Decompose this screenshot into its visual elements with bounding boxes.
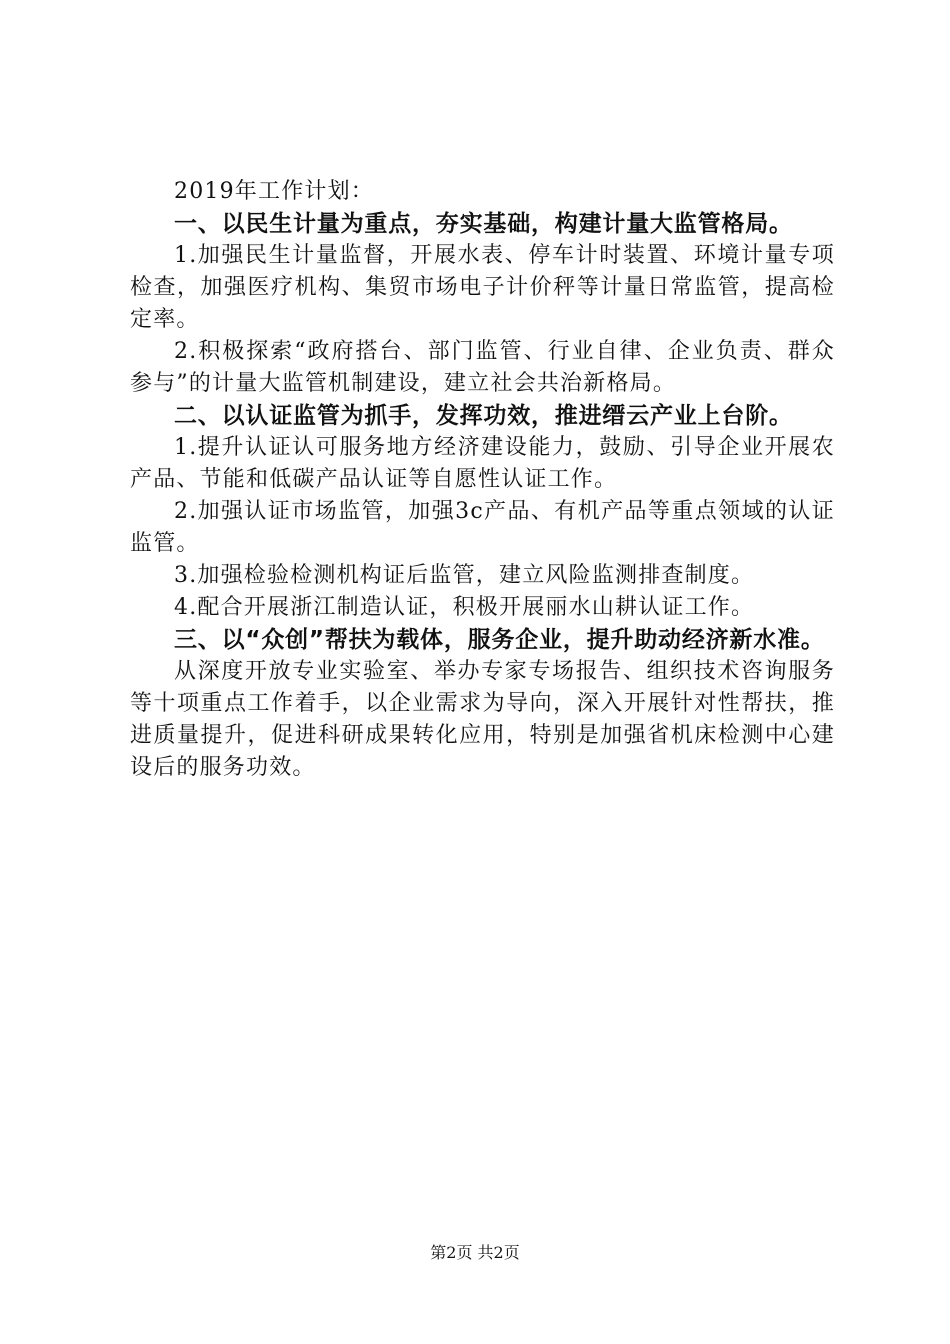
section-2-item-4: 4.配合开展浙江制造认证，积极开展丽水山耕认证工作。	[174, 595, 755, 620]
section-1-item-2: 2.积极探索“政府搭台、部门监管、行业自律、企业负责、群众参与”的计量大监管机制建设，建立社会共治新格局。	[130, 339, 835, 396]
intro-line: 2019年工作计划：	[174, 179, 374, 204]
document-body	[130, 176, 835, 784]
section-heading-1: 一、以民生计量为重点，夯实基础，构建计量大监管格局。	[174, 211, 793, 237]
section-2-item-3: 3.加强检验检测机构证后监管，建立风险监测排查制度。	[174, 563, 755, 588]
section-1-item-1: 1.加强民生计量监督，开展水表、停车计时装置、环境计量专项检查，加强医疗机构、集贸市场电子计价秤等计量日常监管，提高检定率。	[130, 243, 835, 332]
section-heading-2: 二、以认证监管为抓手，发挥功效，推进缙云产业上台阶。	[174, 403, 793, 429]
section-3-item-1: 从深度开放专业实验室、举办专家专场报告、组织技术咨询服务等十项重点工作着手，以企业需求为导向，深入开展针对性帮扶，推进质量提升，促进科研成果转化应用，特别是加强省机床检测中心建设后的服务功效。	[130, 659, 835, 780]
section-heading-3: 三、以“众创”帮扶为载体，服务企业，提升助动经济新水准。	[174, 627, 825, 653]
section-2-item-2: 2.加强认证市场监管，加强3c产品、有机产品等重点领域的认证监管。	[130, 499, 835, 556]
page-number-footer: 第2页 共2页	[430, 1243, 520, 1262]
section-2-item-1: 1.提升认证认可服务地方经济建设能力，鼓励、引导企业开展农产品、节能和低碳产品认证等自愿性认证工作。	[130, 435, 835, 492]
